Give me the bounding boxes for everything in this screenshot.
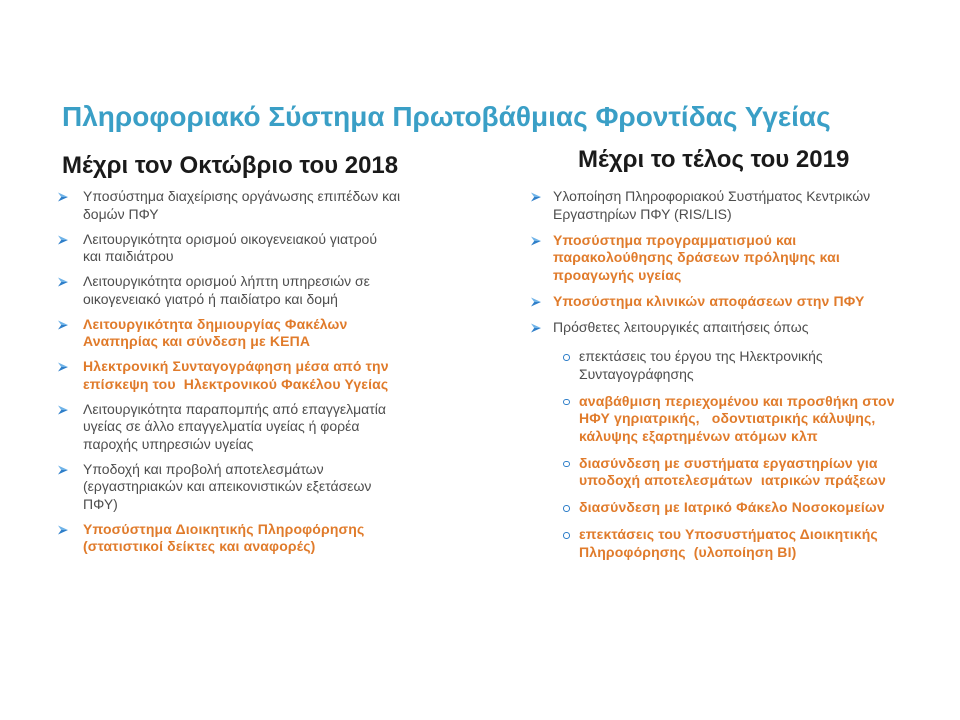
sub-bullet-item-line: διασύνδεση με Ιατρικό Φάκελο Νοσοκομείων <box>579 499 885 515</box>
bullet-item-text <box>83 273 370 308</box>
sub-bullet-item-line: Συνταγογράφησης <box>579 365 694 382</box>
bullet-item-line: Υποσύστημα προγραμματισμού και <box>553 231 797 248</box>
bullet-item-line: Υποσύστημα κλινικών αποφάσεων στην ΠΦΥ <box>553 292 865 309</box>
arrow-bullet-icon <box>58 188 83 202</box>
bullet-item <box>58 188 448 223</box>
bullet-item-line: (στατιστικοί δείκτες και αναφορές) <box>83 538 316 554</box>
bullet-item-line: και παιδιάτρου <box>83 248 174 264</box>
sub-bullet-item-line: αναβάθμιση περιεχομένου και προσθήκη στον <box>579 392 895 409</box>
right-column-heading: Μέχρι το τέλος του 2019 <box>578 146 850 173</box>
bullet-item <box>58 401 448 454</box>
bullet-item-text <box>83 316 347 351</box>
bullet-item-text <box>553 188 870 223</box>
bullet-item-text <box>83 401 386 454</box>
bullet-item-line: (εργαστηριακών και απεικονιστικών εξετάσεων <box>83 478 372 494</box>
arrow-bullet-icon <box>58 401 83 415</box>
circle-bullet-icon <box>562 348 579 361</box>
bullet-item-line: ΠΦΥ) <box>83 495 118 512</box>
bullet-item <box>58 273 448 308</box>
arrow-bullet-icon <box>531 293 553 307</box>
bullet-item-line: παροχής υπηρεσιών υγείας <box>83 435 254 452</box>
bullet-item-text <box>553 319 895 562</box>
bullet-item-line: Ηλεκτρονική Συνταγογράφηση μέσα από την <box>83 358 389 374</box>
sub-bullet-item-text <box>579 393 895 446</box>
arrow-bullet-icon <box>531 232 553 246</box>
bullet-item-highlighted <box>58 521 448 556</box>
sub-bullet-item-line: επεκτάσεις του έργου της Ηλεκτρονικής <box>579 348 823 364</box>
circle-bullet-icon <box>562 526 579 539</box>
bullet-item-line: οικογενειακό γιατρό ή παιδίατρο και δομή <box>83 290 338 307</box>
sub-bullet-item-line: υποδοχή αποτελεσμάτων ιατρικών πράξεων <box>579 472 886 488</box>
bullet-item-line: Λειτουργικότητα ορισμού οικογενειακού γιατρού <box>83 230 377 247</box>
bullet-item-text <box>553 293 865 311</box>
bullet-item-line: Πρόσθετες λειτουργικές απαιτήσεις όπως <box>553 318 809 335</box>
sub-bullet-item-line: κάλυψης εξαρτημένων ατόμων κλπ <box>579 427 818 444</box>
arrow-bullet-icon <box>58 461 83 475</box>
sub-bullet-item-line: επεκτάσεις του Υποσυστήματος Διοικητικής <box>579 526 878 542</box>
circle-bullet-icon <box>562 499 579 512</box>
bullet-item-line: Αναπηρίας και σύνδεση με ΚΕΠΑ <box>83 333 311 349</box>
bullet-item-line: υγείας σε άλλο επαγγελματία υγείας ή φορέα <box>83 418 360 434</box>
sub-bullet-item-highlighted <box>562 499 895 517</box>
bullet-item-line: προαγωγής υγείας <box>553 266 682 283</box>
sub-bullet-item-text <box>579 526 878 561</box>
bullet-item <box>531 319 921 562</box>
bullet-item-line: Εργαστηρίων ΠΦΥ (RIS/LIS) <box>553 205 732 222</box>
right-bullet-list <box>531 188 921 561</box>
sub-bullet-item-highlighted <box>562 393 895 446</box>
circle-bullet-icon <box>562 455 579 468</box>
bullet-item-line: παρακολούθησης δράσεων πρόληψης και <box>553 249 840 265</box>
bullet-item-highlighted <box>58 316 448 351</box>
bullet-item-line: επίσκεψη του Ηλεκτρονικού Φακέλου Υγείας <box>83 375 389 392</box>
bullet-item-text <box>83 188 400 223</box>
left-bullet-list <box>58 188 448 556</box>
sub-bullet-item-line: ΗΦΥ γηριατρικής, οδοντιατρικής κάλυψης, <box>579 410 876 426</box>
bullet-item-line: Λειτουργικότητα δημιουργίας Φακέλων <box>83 315 348 332</box>
slide-title: Πληροφοριακό Σύστημα Πρωτοβάθμιας Φροντίδας Υγείας <box>62 101 831 132</box>
bullet-item-text <box>83 231 377 266</box>
arrow-bullet-icon <box>58 273 83 287</box>
sub-bullet-item-line: Πληροφόρησης (υλοποίηση BI) <box>579 543 797 560</box>
bullet-item-line: Λειτουργικότητα παραπομπής από επαγγελματία <box>83 400 386 417</box>
bullet-item-text <box>83 461 371 514</box>
bullet-item-highlighted <box>531 293 921 311</box>
bullet-item-line: Υποσύστημα διαχείρισης οργάνωσης επιπέδων και <box>83 188 401 204</box>
circle-bullet-icon <box>562 393 579 406</box>
arrow-bullet-icon <box>58 316 83 330</box>
sub-bullet-item-line: διασύνδεση με συστήματα εργαστηρίων για <box>579 454 878 471</box>
bullet-item <box>58 461 448 514</box>
bullet-item-line: δομών ΠΦΥ <box>83 205 159 222</box>
arrow-bullet-icon <box>58 521 83 535</box>
bullet-item-highlighted <box>531 232 921 285</box>
bullet-item-highlighted <box>58 358 448 393</box>
bullet-item <box>58 231 448 266</box>
sub-bullet-item-highlighted <box>562 526 895 561</box>
sub-bullet-item-text <box>579 499 885 517</box>
arrow-bullet-icon <box>58 358 83 372</box>
bullet-item-line: Υποδοχή και προβολή αποτελεσμάτων <box>83 460 324 477</box>
arrow-bullet-icon <box>531 188 553 202</box>
bullet-item <box>531 188 921 223</box>
bullet-item-text <box>83 358 389 393</box>
bullet-item-line: Λειτουργικότητα ορισμού λήπτη υπηρεσιών σε <box>83 273 370 289</box>
sub-bullet-list <box>562 348 895 561</box>
left-column-heading: Μέχρι τον Οκτώβριο του 2018 <box>62 152 399 179</box>
bullet-item-line: Υλοποίηση Πληροφοριακού Συστήματος Κεντρικών <box>553 188 871 204</box>
bullet-item-text <box>83 521 364 556</box>
arrow-bullet-icon <box>58 231 83 245</box>
bullet-item-line: Υποσύστημα Διοικητικής Πληροφόρησης <box>83 520 365 537</box>
arrow-bullet-icon <box>531 319 553 333</box>
sub-bullet-item-text <box>579 348 823 383</box>
sub-bullet-item-highlighted <box>562 455 895 490</box>
bullet-item-text <box>553 232 840 285</box>
sub-bullet-item <box>562 348 895 383</box>
sub-bullet-item-text <box>579 455 886 490</box>
